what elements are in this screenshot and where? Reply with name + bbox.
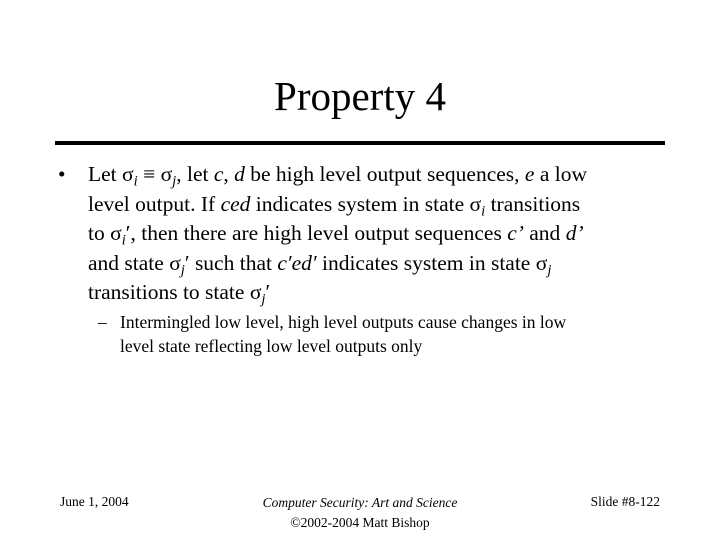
footer-course-title: Computer Security: Art and Science	[262, 495, 458, 510]
bullet-line-4: and state $\sigma_j'$ such that c′ed′ indicates system in state $\sigma_j$	[88, 250, 552, 278]
sub-bullet-line-2: level state reflecting low level outputs only	[120, 336, 423, 356]
footer-copyright: ©2002-2004 Matt Bishop	[290, 515, 430, 530]
bullet-line-2: level output. If ced indicates system in state $\sigma_i$ transitions	[88, 191, 581, 219]
footer-date: June 1, 2004	[60, 494, 129, 509]
title-divider	[55, 141, 665, 145]
sub-bullet-item	[98, 310, 658, 358]
footer-course-info	[210, 493, 510, 533]
bullet-line-3: to $\sigma_i'$, then there are high level output sequences c’ and d’	[88, 221, 584, 249]
bullet-text	[88, 160, 678, 308]
footer-slide-number: Slide #8-122	[590, 494, 660, 509]
sub-bullet-marker: –	[98, 312, 107, 332]
sub-bullet-line-1: Intermingled low level, high level outputs cause changes in low	[120, 312, 567, 332]
sub-bullet-text	[120, 310, 658, 358]
bullet-marker: •	[58, 162, 66, 186]
bullet-line-5: transitions to state $\sigma_j'$	[88, 280, 271, 308]
slide-title: Property 4	[274, 73, 446, 119]
bullet-line-1: Let $\sigma_i \equiv \sigma_j$, let c, d be high level output sequences, e a low	[88, 162, 588, 190]
bullet-item	[58, 160, 678, 308]
